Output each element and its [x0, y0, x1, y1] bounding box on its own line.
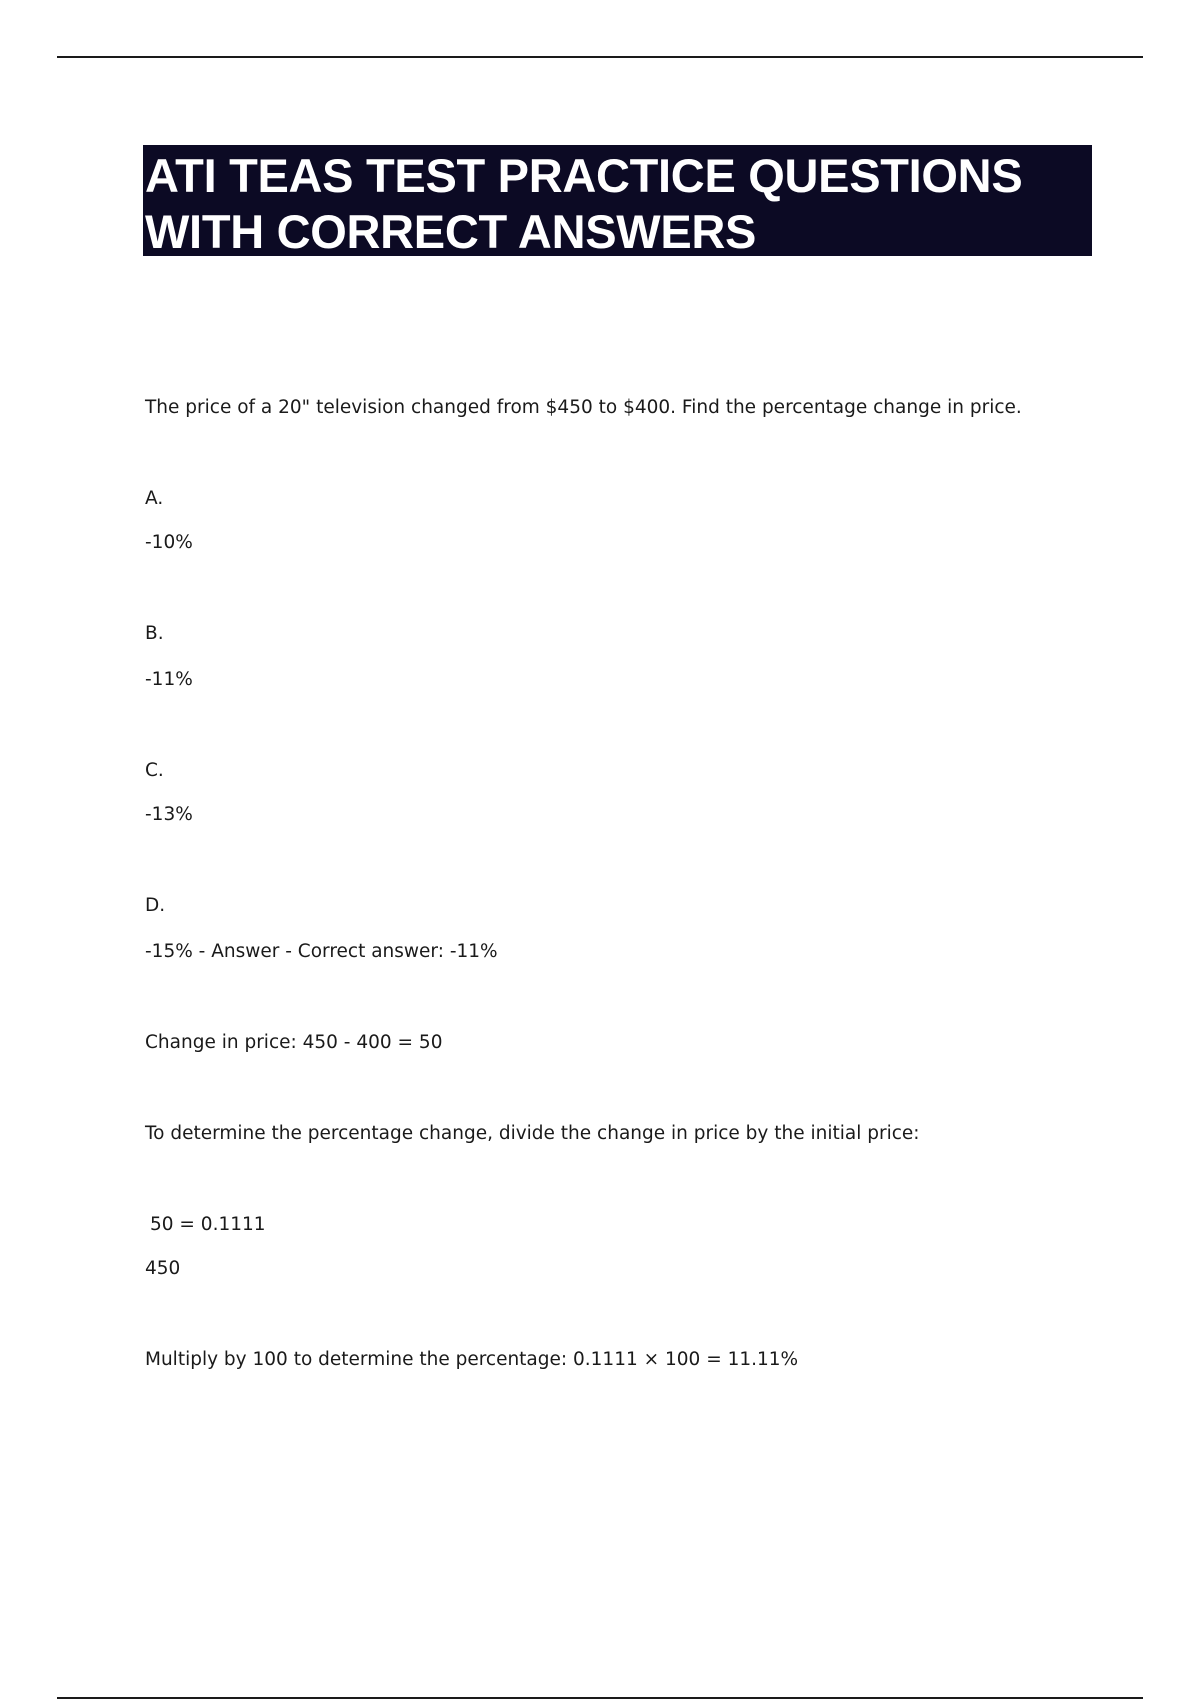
- title-line-1: ATI TEAS TEST PRACTICE QUESTIONS: [145, 149, 1023, 202]
- explanation-instruction: To determine the percentage change, divide the change in price by the initial price:: [145, 1123, 920, 1144]
- explanation-change: Change in price: 450 - 400 = 50: [145, 1032, 443, 1053]
- option-d-letter: D.: [145, 895, 166, 916]
- header-rule: [57, 56, 1143, 58]
- option-a-value: -10%: [145, 532, 193, 553]
- document-title: [145, 148, 1092, 260]
- explanation-multiply: Multiply by 100 to determine the percentage: 0.1111 × 100 = 11.11%: [145, 1349, 799, 1370]
- option-c-value: -13%: [145, 804, 193, 825]
- fraction-numerator: 50 = 0.1111: [150, 1214, 266, 1235]
- title-line-2: WITH CORRECT ANSWERS: [145, 205, 757, 258]
- question-text: The price of a 20" television changed from $450 to $400. Find the percentage change in price.: [145, 397, 1022, 418]
- option-c-letter: C.: [145, 760, 164, 781]
- option-a-letter: A.: [145, 488, 164, 509]
- title-banner: [143, 145, 1092, 256]
- option-b-letter: B.: [145, 623, 164, 644]
- option-b-value: -11%: [145, 669, 193, 690]
- footer-rule: [57, 1697, 1143, 1699]
- fraction-denominator: 450: [145, 1258, 181, 1279]
- option-d-value-answer: -15% - Answer - Correct answer: -11%: [145, 941, 498, 962]
